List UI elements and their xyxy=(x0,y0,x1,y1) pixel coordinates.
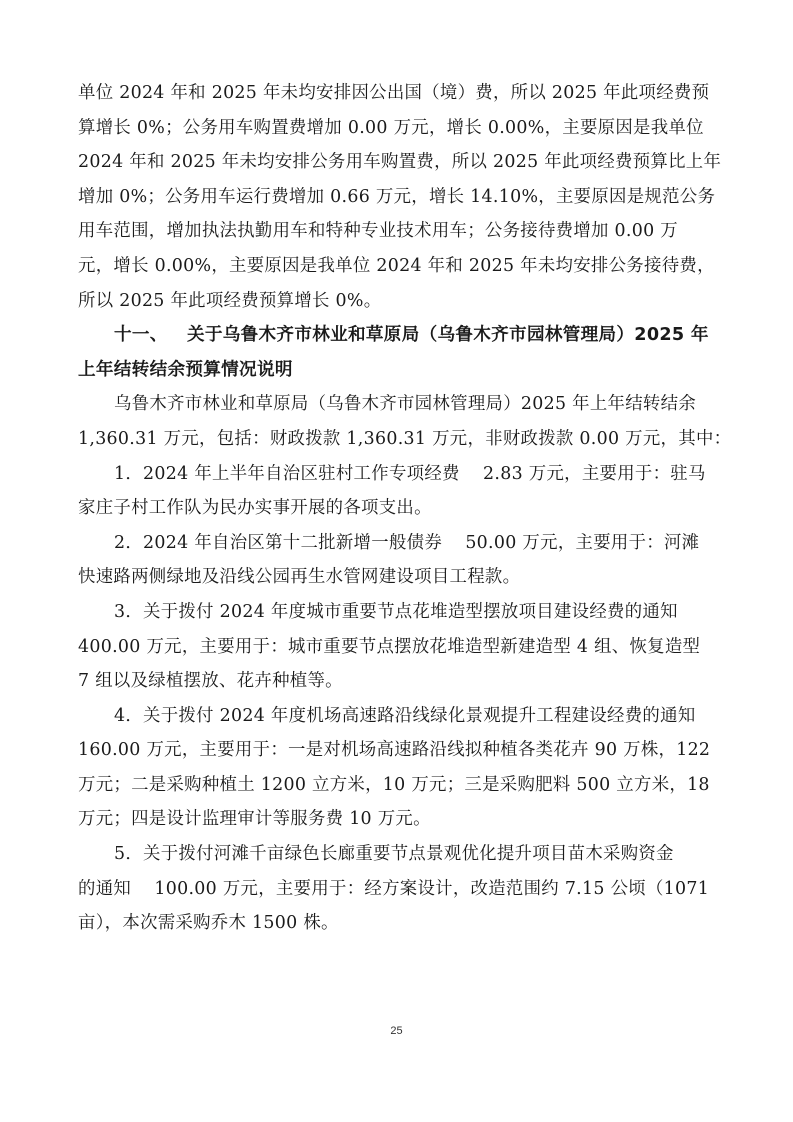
list-item-3: 3．关于拨付 2024 年度城市重要节点花堆造型摆放项目建设经费的通知 xyxy=(114,601,678,622)
list-item-4-continued: 160.00 万元，主要用于：一是对机场高速路沿线拟种植各类花卉 90 万株，122 xyxy=(78,740,711,761)
paragraph-line: 所以 2025 年此项经费预算增长 0%。 xyxy=(78,290,382,311)
list-item-4-continued: 万元；四是设计监理审计等服务费 10 万元。 xyxy=(78,809,431,830)
page-number: 25 xyxy=(390,1025,403,1037)
list-item-5-continued: 的通知 100.00 万元，主要用于：经方案设计，改造范围约 7.15 公顷（1071 xyxy=(78,878,710,899)
paragraph-line: 增加 0%；公务用车运行费增加 0.66 万元，增长 14.10%，主要原因是规范公务 xyxy=(78,186,716,207)
paragraph-line: 算增长 0%；公务用车购置费增加 0.00 万元，增长 0.00%，主要原因是我单位 xyxy=(78,117,704,138)
document-body xyxy=(78,76,732,941)
paragraph-line: 元，增长 0.00%，主要原因是我单位 2024 年和 2025 年未均安排公务接待费， xyxy=(78,255,715,276)
paragraph-line: 用车范围，增加执法执勤用车和特种专业技术用车；公务接待费增加 0.00 万 xyxy=(78,221,678,242)
list-item-4: 4．关于拨付 2024 年度机场高速路沿线绿化景观提升工程建设经费的通知 xyxy=(114,705,696,726)
summary-line: 乌鲁木齐市林业和草原局（乌鲁木齐市园林管理局）2025 年上年结转结余 xyxy=(114,394,697,415)
list-item-3-continued: 400.00 万元，主要用于：城市重要节点摆放花堆造型新建造型 4 组、恢复造型 xyxy=(78,636,701,657)
paragraph-line: 2024 年和 2025 年未均安排公务用车购置费，所以 2025 年此项经费预算比上年 xyxy=(78,152,722,173)
list-item-1: 1．2024 年上半年自治区驻村工作专项经费 2.83 万元，主要用于：驻马 xyxy=(114,463,706,484)
list-item-1-continued: 家庄子村工作队为民办实事开展的各项支出。 xyxy=(78,498,432,519)
list-item-5-continued: 亩），本次需采购乔木 1500 株。 xyxy=(78,913,339,934)
paragraph-line: 单位 2024 年和 2025 年未均安排因公出国（境）费，所以 2025 年此项经费预 xyxy=(78,83,710,103)
list-item-3-continued: 7 组以及绿植摆放、花卉种植等。 xyxy=(78,671,343,692)
list-item-5: 5．关于拨付河滩千亩绿色长廊重要节点景观优化提升项目苗木采购资金 xyxy=(114,844,674,865)
list-item-2-continued: 快速路两侧绿地及沿线公园再生水管网建设项目工程款。 xyxy=(78,567,521,588)
section-heading: 十一、 关于乌鲁木齐市林业和草原局（乌鲁木齐市园林管理局）2025 年 xyxy=(114,325,709,346)
section-heading-continued: 上年结转结余预算情况说明 xyxy=(78,359,293,380)
summary-line: 1,360.31 万元，包括：财政拨款 1,360.31 万元，非财政拨款 0.00 万元，其中： xyxy=(78,428,732,449)
list-item-2: 2．2024 年自治区第十二批新增一般债券 50.00 万元，主要用于：河滩 xyxy=(114,532,700,553)
list-item-4-continued: 万元；二是采购种植土 1200 立方米，10 万元；三是采购肥料 500 立方米，18 xyxy=(78,774,710,795)
